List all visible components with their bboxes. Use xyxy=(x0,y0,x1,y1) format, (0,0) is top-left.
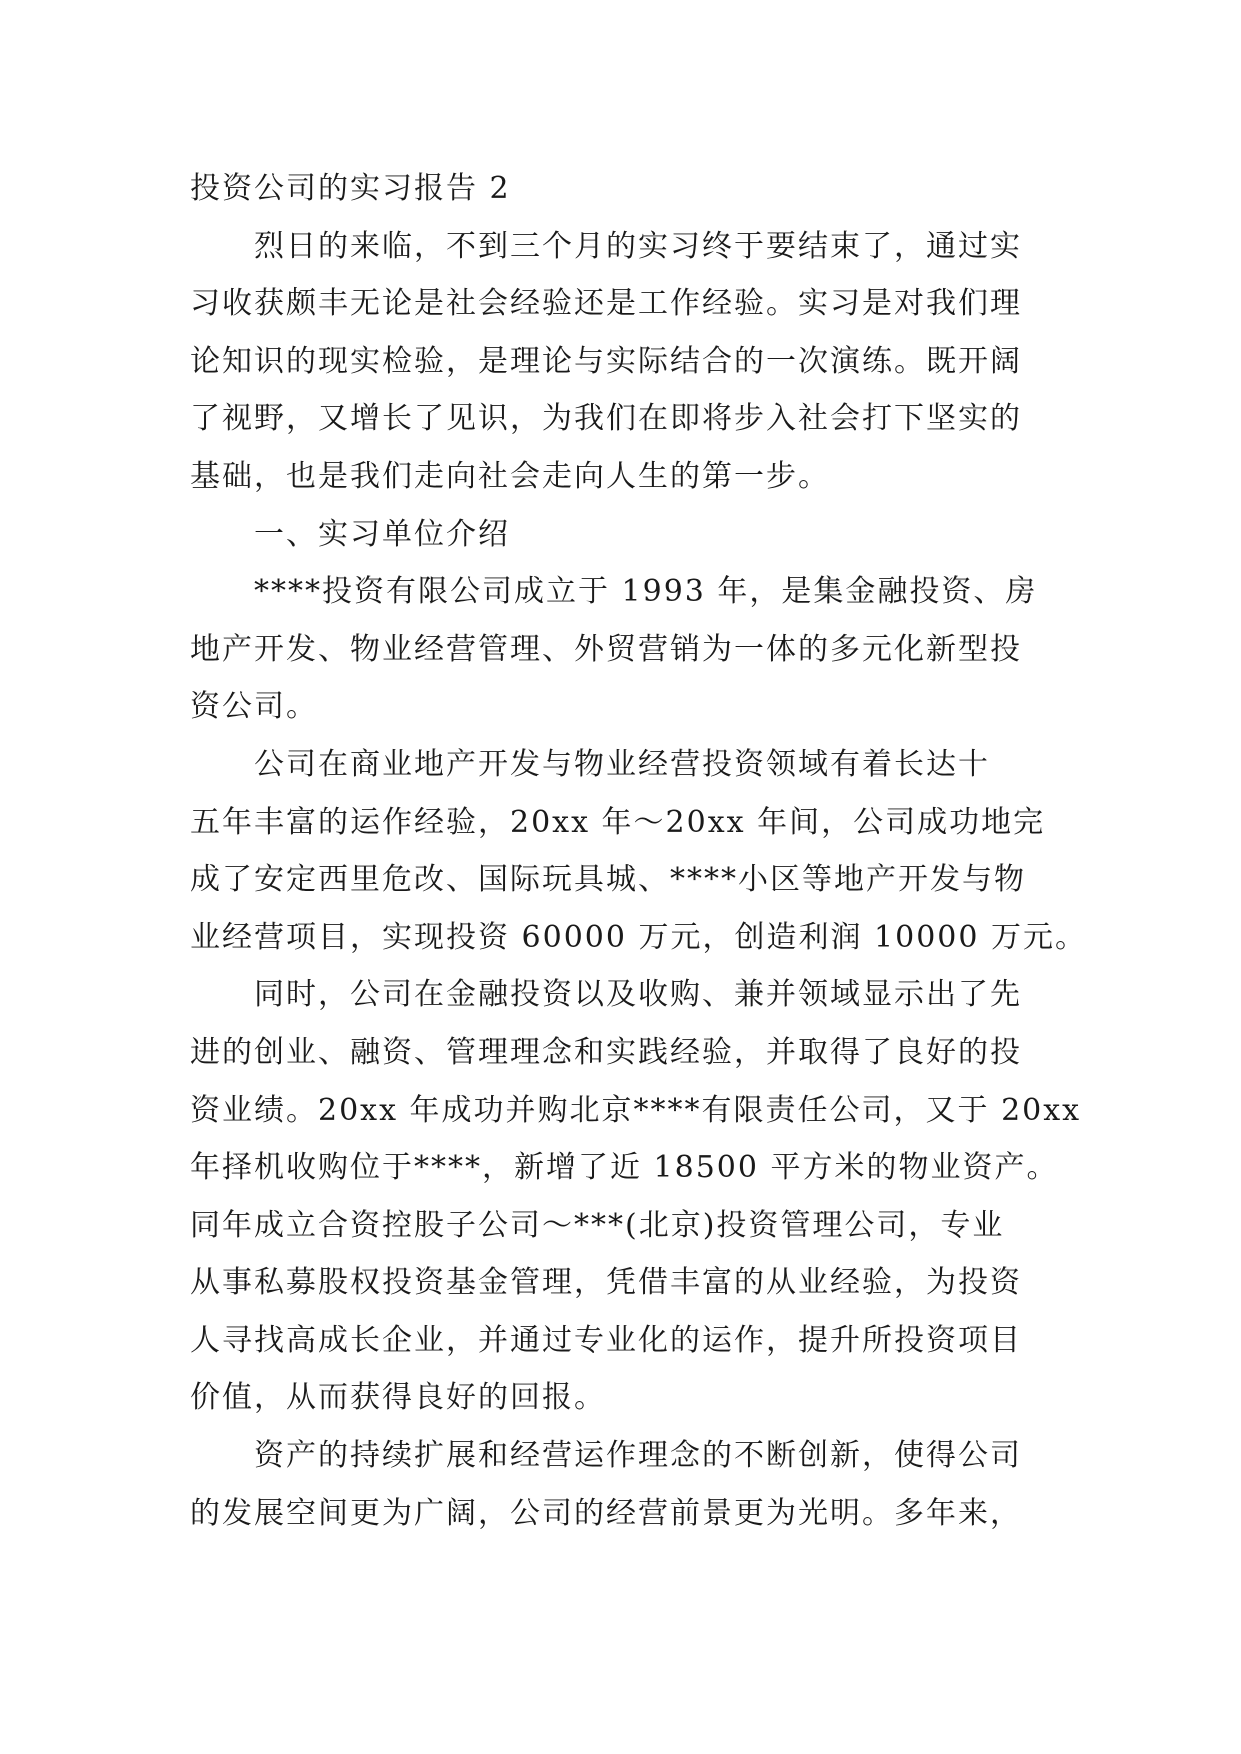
paragraph-line: 了视野，又增长了见识，为我们在即将步入社会打下坚实的 xyxy=(190,401,1022,437)
paragraph-line: 资公司。 xyxy=(190,689,318,725)
paragraph-line: 五年丰富的运作经验，20xx 年～20xx 年间，公司成功地完 xyxy=(190,804,1046,840)
paragraph-line: 地产开发、物业经营管理、外贸营销为一体的多元化新型投 xyxy=(190,631,1022,667)
paragraph-line: 价值，从而获得良好的回报。 xyxy=(190,1380,606,1416)
paragraph-line: 基础，也是我们走向社会走向人生的第一步。 xyxy=(190,458,830,494)
paragraph-line: 习收获颇丰无论是社会经验还是工作经验。实习是对我们理 xyxy=(190,286,1022,322)
paragraph-line: 同时，公司在金融投资以及收购、兼并领域显示出了先 xyxy=(254,977,1022,1013)
paragraph-line: 同年成立合资控股子公司～***(北京)投资管理公司，专业 xyxy=(190,1207,1005,1243)
paragraph-line: 资产的持续扩展和经营运作理念的不断创新，使得公司 xyxy=(254,1438,1022,1474)
section-heading: 一、实习单位介绍 xyxy=(254,516,510,552)
paragraph-line: 人寻找高成长企业，并通过专业化的运作，提升所投资项目 xyxy=(190,1322,1022,1358)
paragraph-line: 论知识的现实检验，是理论与实际结合的一次演练。既开阔 xyxy=(190,343,1022,379)
paragraph-line: 烈日的来临，不到三个月的实习终于要结束了，通过实 xyxy=(254,228,1022,264)
paragraph-line: 年择机收购位于****，新增了近 18500 平方米的物业资产。 xyxy=(190,1150,1059,1186)
paragraph-line: 资业绩。20xx 年成功并购北京****有限责任公司，又于 20xx xyxy=(190,1092,1082,1128)
paragraph-line: 公司在商业地产开发与物业经营投资领域有着长达十 xyxy=(254,746,990,782)
document-body xyxy=(190,160,1088,1542)
paragraph-line: 的发展空间更为广阔，公司的经营前景更为光明。多年来， xyxy=(190,1495,1022,1531)
paragraph-line: 业经营项目，实现投资 60000 万元，创造利润 10000 万元。 xyxy=(190,919,1088,955)
paragraph-line: 成了安定西里危改、国际玩具城、****小区等地产开发与物 xyxy=(190,862,1026,898)
document-title: 投资公司的实习报告 2 xyxy=(190,171,511,206)
paragraph-line: ****投资有限公司成立于 1993 年，是集金融投资、房 xyxy=(254,574,1038,610)
paragraph-line: 进的创业、融资、管理理念和实践经验，并取得了良好的投 xyxy=(190,1034,1022,1070)
paragraph-line: 从事私募股权投资基金管理，凭借丰富的从业经验，为投资 xyxy=(190,1265,1022,1301)
